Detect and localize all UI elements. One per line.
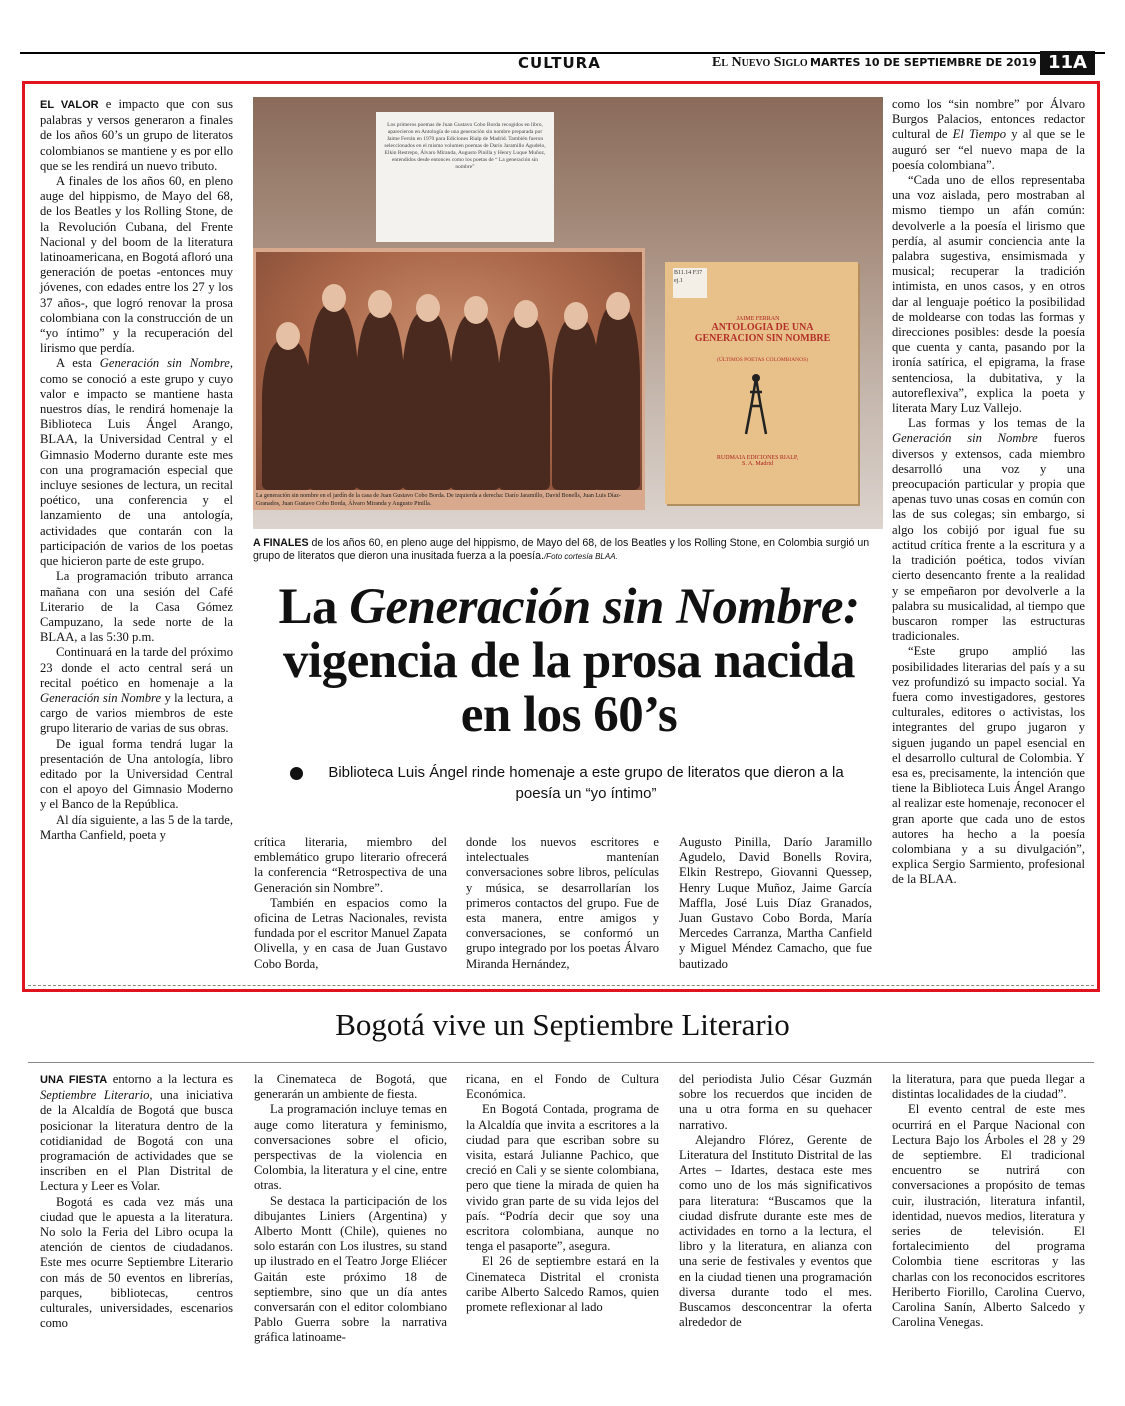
article2-column-1 [40, 1072, 233, 1331]
divider [28, 1062, 1094, 1063]
library-label: B11.14 F37 ej.1 [673, 268, 707, 298]
paragraph: e impacto que con sus palabras y versos generaron a finales de los años 60’s un grupo de literatos colombianos se mantiene y es por ello que se les rendirá un nuevo tributo. [40, 97, 233, 173]
newspaper-name: El Nuevo Siglo [712, 55, 808, 70]
paragraph: UNA FIESTA entorno a la lectura es Septiembre Literario, una iniciativa de la Alcaldía de Bogotá que busca posicionar la literatura dentro de la cotidianidad de Bogotá con una programación de actividades que se inscriben en el Plan Distrital de Lectura y Leer es Volar. [40, 1072, 234, 1194]
book-publisher: RUDMAIA EDICIONES RIALP, S. A. Madrid [716, 455, 799, 467]
paragraph: En Bogotá Contada, programa de la Alcaldía que invita a escritores a la ciudad para que escriban sobre su visita, estará Julianne Pachico, que creció en Cali y se siente colombiana, pero que tiene la mirada de quien ha vivido gran parte de su vida lejos del país. “Podría decir que soy una escritora colombiana, aunque no tenga el pasaporte”, asegura. [466, 1102, 659, 1254]
photo-credit: /Foto cortesía BLAA. [543, 552, 618, 561]
paragraph: como los “sin nombre” por Álvaro Burgos Palacios, entonces redactor cultural de El Tiempo y al que se le auguró ser “el nuevo mapa de la poesía colombiana”. [892, 97, 1085, 172]
paragraph: la Cinemateca de Bogotá, que generarán un ambiente de fiesta. [254, 1072, 447, 1102]
paragraph: A finales de los años 60, en pleno auge del hippismo, de Mayo del 68, de los Beatles y los Rolling Stone, de la Revolución Cubana, del Frente Nacional y del boom de la literatura latinoamericana, en Bogotá afloró una generación de poetas -entonces muy jóvenes, con edades entre los 27 y los 37 años-, que logró renovar la prosa colombiana con la construcción de un “yo íntimo” y la recuperación del lirismo que perdía. [40, 174, 233, 356]
paragraph: crítica literaria, miembro del emblemático grupo literario ofrecerá la conferencia “Retrospectiva de una Generación sin Nombre”. [254, 835, 447, 895]
lead-word: EL VALOR [40, 99, 99, 111]
paragraph: “Cada uno de ellos representaba una voz aislada, pero mostraban al mismo tiempo un afán común: devolverle a la poesía el lirismo que perdía, al asumir conciencia ante la palabra sugestiva, ensimismada y musical; recuperar la tradición intimista, en unos casos, y en otros dar al lenguaje poético la posibilidad de moldearse con todas las formas y direcciones posibles: desde la poesía que cuenta y canta, pasando por la ironía satírica, el epigrama, la frase sentenciosa, la dubitativa, y la autoreflexiva”, explica la poeta y literata Mary Luz Vallejo. [892, 173, 1085, 416]
paragraph: Augusto Pinilla, Darío Jaramillo Agudelo, David Bonells Rovira, Elkin Restrepo, Giovanni Quessep, Henry Luque Muñoz, Jaime García Maffla, José Luis Díaz Granados, Juan Gustavo Cobo Borda, María Mercedes Carranza, Martha Canfield y Miguel Méndez Camacho, que fue bautizado [679, 835, 872, 971]
paragraph: ricana, en el Fondo de Cultura Económica. [466, 1072, 659, 1102]
article1-column-3 [466, 835, 659, 972]
paragraph: “Este grupo amplió las posibilidades literarias del país y a su vez profundizó su impacto social. Ya fuera como investigadores, gestores culturales, editores o activistas, los integrantes del grupo jugaron y siguen jugando un papel esencial en el desarrollo cultural de Colombia. Y esa es, precisamente, la intención que tiene la Biblioteca Luis Ángel Arango al realizar este homenaje, reconocer el gran aporte que cada uno de estos autores ha hecho a la poesía colombiana y a su divulgación”, explica Sergio Sarmiento, profesional de la BLAA. [892, 644, 1085, 887]
article1-column-1 [40, 97, 233, 843]
lead-word: UNA FIESTA [40, 1074, 108, 1086]
page-number: 11A [1040, 51, 1095, 75]
paragraph: Al día siguiente, a las 5 de la tarde, Martha Canfield, poeta y [40, 812, 233, 842]
photo-caption: A FINALES de los años 60, en pleno auge del hippismo, de Mayo del 68, de los Beatles y los Rolling Stone, en Colombia surgió un grupo de literatos que dieron una inusitada fuerza a la poesía./Foto cortesía BLAA. [253, 537, 870, 562]
bullet-icon [290, 767, 303, 780]
article1-column-5 [892, 97, 1085, 888]
article2-column-4 [679, 1072, 872, 1330]
article2-headline: Bogotá vive un Septiembre Literario [335, 1007, 790, 1042]
paragraph: donde los nuevos escritores e intelectuales mantenían conversaciones sobre libros, películas y música, se desarrollarían los primeros contactos del grupo. Fue de esta manera, entre amigos y conversaciones, se conformó un grupo integrado por los poetas Álvaro Miranda Hernández, [466, 835, 659, 971]
exhibit-card-text: Los primeros poemas de Juan Gustavo Cobo Borda recogidos en libro, aparecieron en Antología de una generación sin nombre preparada por Jaime Ferrán en 1970 para Ediciones Rialp de Madrid. También fueron seleccionados en el mismo volumen poemas de Darío Jaramillo Agudelo, Elkin Restrepo, Álvaro Miranda, Augusto Pinilla y Henry Luque Muñoz, entendidos desde entonces como los poetas de “ La generación sin nombre” [384, 122, 546, 170]
article1-column-4 [679, 835, 872, 972]
article2-column-5 [892, 1072, 1085, 1330]
paragraph: También en espacios como la oficina de Letras Nacionales, revista fundada por el escritor Manuel Zapata Olivella, y en casa de Juan Gustavo Cobo Borda, [254, 895, 447, 971]
article2-column-2 [254, 1072, 447, 1346]
divider [28, 985, 1094, 986]
book-subtitle: (ÚLTIMOS POETAS COLOMBIANOS) [716, 357, 809, 363]
article1-subheadline: Biblioteca Luis Ángel rinde homenaje a este grupo de literatos que dieron a la poesía un “yo íntimo” [328, 764, 844, 802]
paragraph: El 26 de septiembre estará en la Cinemateca Distrital el cronista caribe Alberto Salcedo Ramos, quien promete reflexionar al lado [466, 1254, 659, 1315]
paragraph: La programación incluye temas en auge como literatura y feminismo, conversaciones sobre el oficio, perspectivas de la violencia en Colombia, la literatura y el cine, entre otras. [254, 1102, 447, 1193]
paragraph: La programación tributo arranca mañana con una sesión del Café Literario de la Casa Gómez Campuzano, la sede norte de la BLAA, a las 5:30 p.m. [40, 569, 233, 645]
paragraph: Las formas y los temas de la Generación sin Nombre fueros diversos y extensos, cada miembro desarrolló una voz y una preocupación particular y propia que apenas tuvo unas cosas en común con las de sus colegas; sin embargo, si algo los cobijó por igual fue su actitud crítica frente a la escritura y a la tradición poética, todos vivían cierto desencanto frente a la realidad y se empeñaron por devolverle a la palabra su musicalidad, al tiempo que buscaron romper las estructuras tradicionales. [892, 416, 1085, 644]
article2-column-3 [466, 1072, 659, 1315]
article1-headline: La Generación sin Nombre: vigencia de la prosa nacida en los 60’s [278, 579, 860, 743]
paragraph: del periodista Julio César Guzmán sobre los recuerdos que inciden de una u otra forma en su quehacer narrativo. [679, 1072, 872, 1132]
paragraph: El evento central de este mes ocurrirá en el Parque Nacional con Lectura Bajo los Árboles el 28 y 29 de septiembre. El tradicional encuentro se nutrirá con conversaciones a propósito de temas cuir, ilustración, literatura infantil, identidad, nuevos medios, literatura y series de televisión. El fortalecimiento del programa Colombia tiene escritoras y las charlas con los reconocidos escritores Heriberto Fiorillo, Carolina Cuervo, Carolina Sanín, Alberto Salcedo y Carolina Venegas. [892, 1102, 1085, 1330]
group-photo-caption: La generación sin nombre en el jardín de la casa de Juan Gustavo Cobo Borda. De izquierda a derecha: Darío Jaramillo, David Bonells, Juan Luis Díaz-Granados, Juan Gustavo Cobo Borda, Álvaro Miranda y Augusto Pinilla. [256, 493, 621, 507]
paragraph: A esta Generación sin Nombre, como se conoció a este grupo y cuyo valor e impacto se mantiene hasta nuestros días, le rendirá homenaje la Biblioteca Luis Ángel Arango, BLAA, la Universidad Central y el Gimnasio Moderno durante este mes con una programación especial que incluye sesiones de lectura, un recital poético, una conferencia y el lanzamiento de una antología, actividades que contarán con la participación de varios de los poetas que hicieron parte de este grupo. [40, 356, 233, 569]
paragraph: la literatura, para que pueda llegar a distintas localidades de la ciudad”. [892, 1072, 1085, 1102]
paragraph: Alejandro Flórez, Gerente de Literatura del Instituto Distrital de las Artes – Idartes, destaca este mes como uno de los más significativos para literatura: “Buscamos que la ciudad disfrute durante este mes de actividades en torno a la lectura, el libro y la literatura, en alianza con una serie de festivales y eventos que en la ciudad tienen una programación diversa durante todo el mes. Buscamos desconcentrar la oferta alrededor de [679, 1132, 872, 1330]
group-photo [256, 252, 642, 490]
paragraph: Continuará en la tarde del próximo 23 donde el acto central será un recital poético en homenaje a la Generación sin Nombre y la lectura, a cargo de varios miembros de este grupo literario de varias de sus obras. [40, 645, 233, 736]
book-emblem-icon [742, 372, 770, 442]
book-author: JAIME FERRAN [736, 316, 780, 322]
paragraph: Bogotá es cada vez más una ciudad que le apuesta a la literatura. No solo la Feria del Libro ocupa la atención de cientos de ciudadanos. Este mes ocurre Septiembre Literario con más de 50 eventos en librerías, parques, bibliotecas, centros culturales, universidades, escenarios como [40, 1194, 233, 1331]
article1-column-2 [254, 835, 447, 972]
book-title: ANTOLOGIA DE UNA GENERACION SIN NOMBRE [694, 322, 831, 344]
paragraph: Se destaca la participación de los dibujantes Liniers (Argentina) y Alberto Montt (Chile), quienes no solo estarán con Los ilustres, su stand up ilustrado en el Teatro Jorge Eliécer Gaitán este próximo 18 de septiembre, sino que un día antes conversarán con el editor colombiano Pablo Guerra sobre la narrativa gráfica latinoame- [254, 1193, 447, 1345]
section-label: CULTURA [518, 54, 601, 72]
issue-date: MARTES 10 DE SEPTIEMBRE DE 2019 [810, 56, 1037, 69]
paragraph: De igual forma tendrá lugar la presentación de Una antología, libro editado por la Universidad Central con el apoyo del Gimnasio Moderno y el Banco de la República. [40, 736, 233, 812]
